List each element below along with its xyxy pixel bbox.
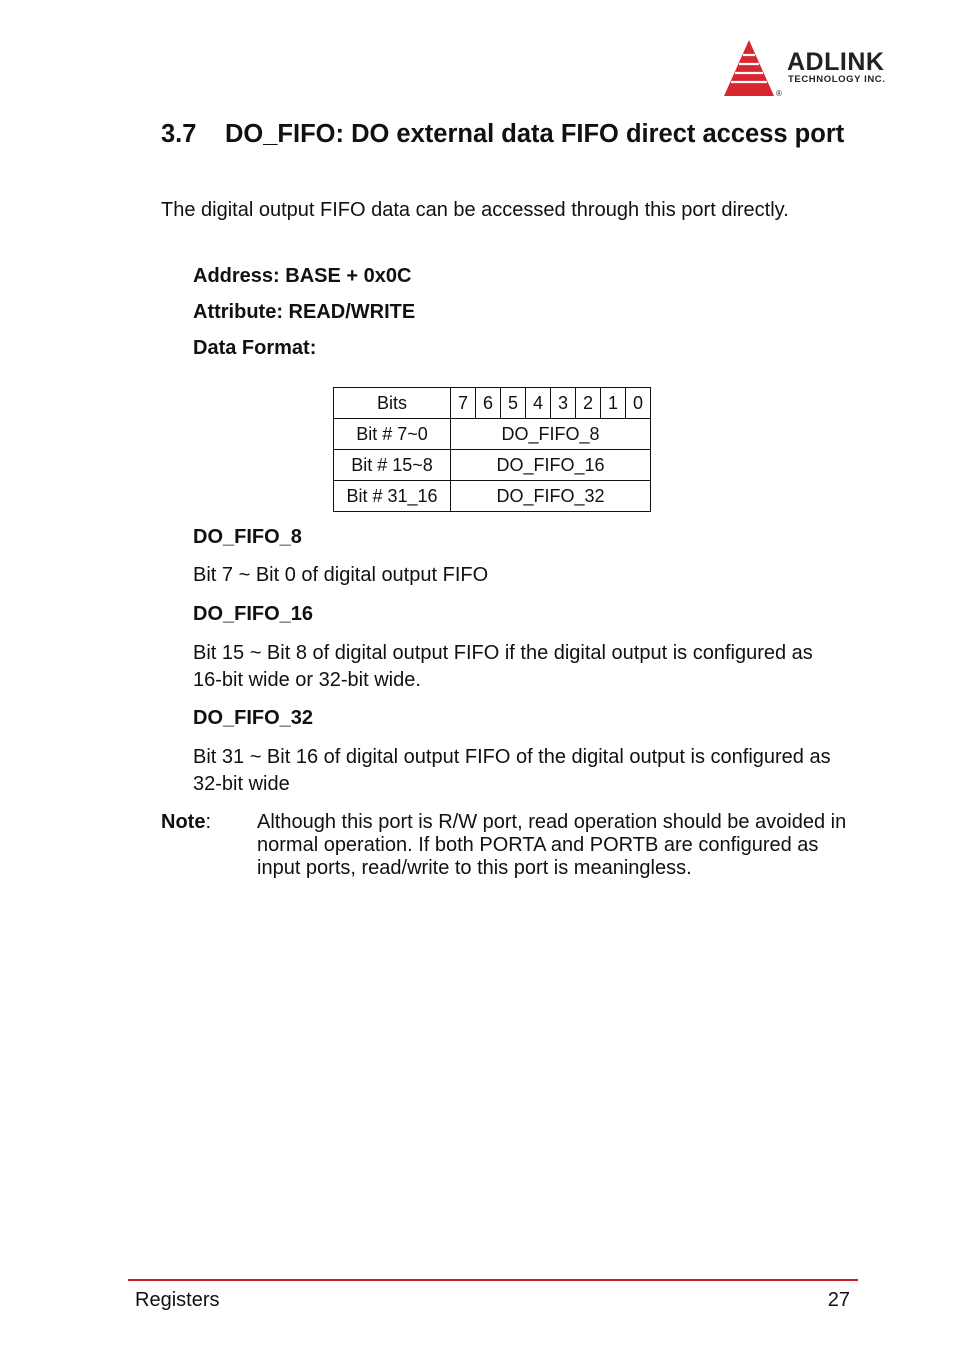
row-label-cell: Bit # 31_16: [334, 481, 451, 512]
brand-subtitle: TECHNOLOGY INC.: [788, 74, 886, 85]
data-format-label: Data Format:: [193, 337, 317, 359]
footer-divider: [128, 1279, 858, 1281]
section-title: DO_FIFO: DO external data FIFO direct access port: [225, 120, 845, 148]
brand-registered-mark: ®: [776, 89, 782, 98]
field-heading-do-fifo-32: DO_FIFO_32: [193, 707, 314, 729]
field-description-do-fifo-32: Bit 31 ~ Bit 16 of digital output FIFO of the digital output is configured as 32-bit wide: [193, 746, 831, 795]
row-label-cell: Bit # 7~0: [334, 419, 451, 450]
section-heading: [161, 118, 851, 151]
page-number: 27: [827, 1289, 850, 1311]
field-description-do-fifo-8: Bit 7 ~ Bit 0 of digital output FIFO: [193, 564, 489, 586]
bit-number-cell: 5: [501, 388, 526, 419]
bit-number-cell: 3: [551, 388, 576, 419]
field-heading-do-fifo-8: DO_FIFO_8: [193, 526, 302, 548]
register-attribute: Attribute: READ/WRITE: [193, 301, 416, 323]
field-name-cell: DO_FIFO_16: [451, 450, 651, 481]
footer-section-name: Registers: [135, 1289, 220, 1311]
note-label-text: Note: [161, 811, 206, 833]
table-row: [334, 419, 651, 450]
adlink-triangle-logo-icon: [722, 38, 782, 100]
section-number: 3.7: [161, 120, 197, 148]
data-format-table: [333, 387, 651, 512]
bit-number-cell: 7: [451, 388, 476, 419]
bit-number-cell: 4: [526, 388, 551, 419]
intro-paragraph: The digital output FIFO data can be accessed through this port directly.: [161, 199, 789, 221]
table-header-row: [334, 388, 651, 419]
note-colon: :: [205, 811, 212, 833]
bit-number-cell: 6: [476, 388, 501, 419]
field-name-cell: DO_FIFO_8: [451, 419, 651, 450]
field-name-cell: DO_FIFO_32: [451, 481, 651, 512]
note-label: [161, 811, 211, 834]
register-address: Address: BASE + 0x0C: [193, 265, 412, 287]
bit-number-cell: 2: [576, 388, 601, 419]
table-header-cell: Bits: [334, 388, 451, 419]
field-description-do-fifo-16: Bit 15 ~ Bit 8 of digital output FIFO if the digital output is configured as 16-bit wide or 32-bit wide.: [193, 642, 813, 691]
row-label-cell: Bit # 15~8: [334, 450, 451, 481]
field-heading-do-fifo-16: DO_FIFO_16: [193, 603, 314, 625]
bit-number-cell: 0: [626, 388, 651, 419]
brand-logo: [722, 38, 912, 100]
table-row: [334, 481, 651, 512]
bit-number-cell: 1: [601, 388, 626, 419]
note-text: Although this port is R/W port, read operation should be avoided in normal operation. If both PORTA and PORTB are configured as input ports, read/write to this port is meaningless.: [257, 811, 847, 879]
table-row: [334, 450, 651, 481]
brand-name: ADLINK: [787, 48, 885, 76]
